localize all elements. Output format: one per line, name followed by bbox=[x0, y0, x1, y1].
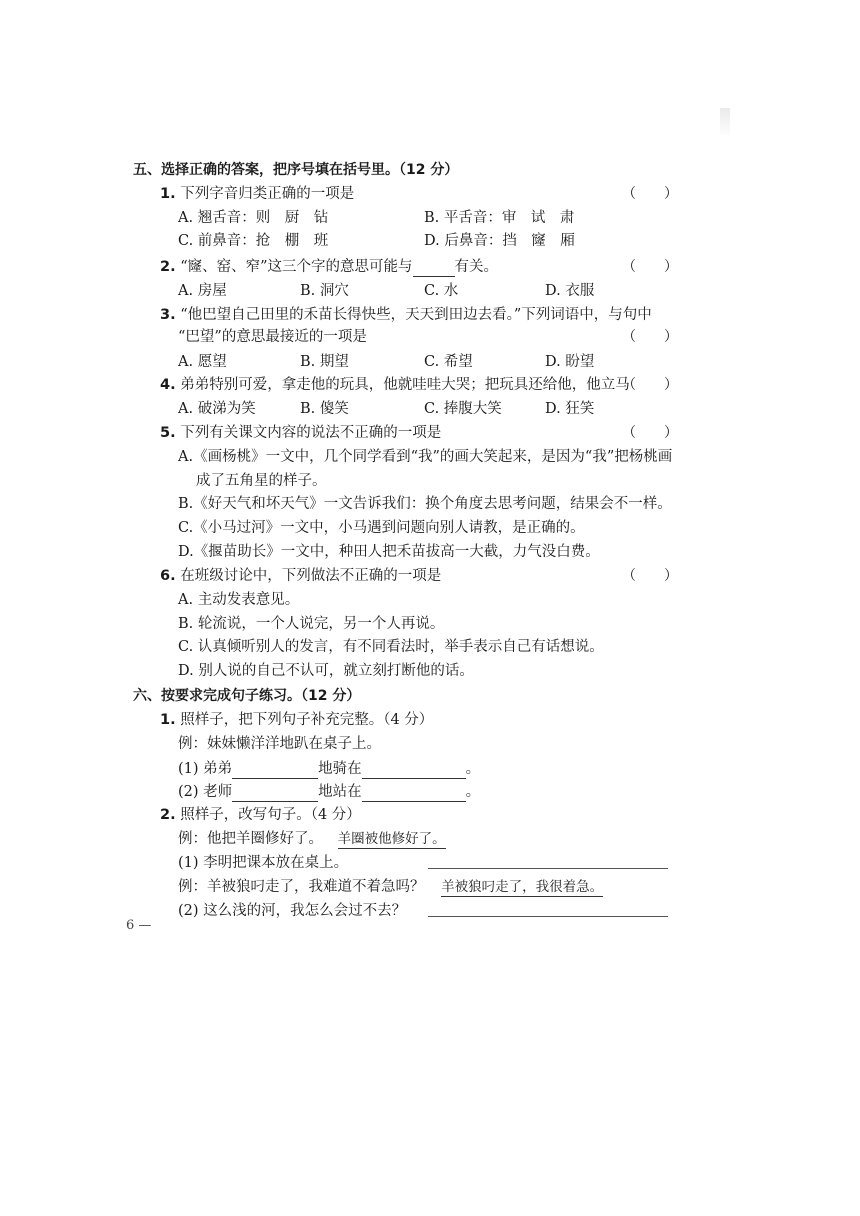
s6q2-ex2-sentence: 例：羊被狼叼走了，我难道不着急吗？ bbox=[178, 879, 425, 895]
q2-number: 2. bbox=[160, 259, 176, 275]
q3-number: 3. bbox=[160, 307, 176, 323]
q4-text: 弟弟特别可爱，拿走他的玩具，他就哇哇大哭；把玩具还给他，他立马 bbox=[180, 377, 630, 393]
q1-option-b: B. 平舌音：审 试 肃 bbox=[424, 210, 575, 226]
s6q2-example1 bbox=[178, 829, 446, 849]
q5-stem bbox=[160, 423, 441, 443]
q2-stem bbox=[160, 257, 498, 277]
s6q2-s1-answer-line[interactable] bbox=[428, 868, 668, 869]
q1-option-d: D. 后鼻音：挡 窿 厢 bbox=[424, 233, 575, 249]
q5-option-c: C.《小马过河》一文中，小马遇到问题向别人请教，是正确的。 bbox=[178, 520, 585, 536]
q5-option-a-line1: A.《画杨桃》一文中，几个同学看到“我”的画大笑起来，是因为“我”把杨桃画 bbox=[178, 449, 673, 465]
q3-text-1: “他巴望自己田里的禾苗长得快些，天天到田边去看。”下列词语中，与句中 bbox=[180, 307, 652, 323]
s6q2-sentence2: (2) 这么浅的河，我怎么会过不去？ bbox=[178, 903, 407, 919]
q1-stem bbox=[160, 184, 354, 204]
q4-answer-parens[interactable]: （ ） bbox=[622, 377, 678, 393]
page-number: 6 — bbox=[126, 918, 152, 933]
q6-text: 在班级讨论中，下列做法不正确的一项是 bbox=[180, 568, 442, 584]
q5-option-b: B.《好天气和坏天气》一文告诉我们：换个角度去思考问题，结果会不一样。 bbox=[178, 496, 672, 512]
s6q1-sentence2 bbox=[178, 782, 480, 802]
q2-answer-parens[interactable]: （ ） bbox=[622, 259, 678, 275]
s6q2-text: 照样子，改写句子。（4 分） bbox=[180, 807, 361, 823]
s6q1-sentence1 bbox=[178, 759, 480, 779]
q3-option-d: D. 盼望 bbox=[545, 354, 595, 370]
q3-stem-line1 bbox=[160, 305, 652, 325]
q1-answer-parens[interactable]: （ ） bbox=[622, 186, 678, 202]
q2-option-d: D. 衣服 bbox=[545, 283, 595, 299]
s6q2-ex2-answer: 羊被狼叼走了，我很着急。 bbox=[441, 879, 604, 895]
q5-option-a-line2: 成了五角星的样子。 bbox=[196, 473, 327, 489]
s6q1-s1-mid: 地骑在 bbox=[318, 761, 362, 777]
q1-text: 下列字音归类正确的一项是 bbox=[180, 186, 355, 202]
s6q2-s2-answer-line[interactable] bbox=[428, 916, 668, 917]
q3-answer-parens[interactable]: （ ） bbox=[622, 329, 678, 345]
q5-text: 下列有关课文内容的说法不正确的一项是 bbox=[180, 425, 442, 441]
q2-option-c: C. 水 bbox=[424, 283, 459, 299]
q4-number: 4. bbox=[160, 377, 176, 393]
s6q1-s2-mid: 地站在 bbox=[318, 784, 362, 800]
s6q1-s1-end: 。 bbox=[465, 761, 481, 777]
q5-number: 5. bbox=[160, 425, 176, 441]
q3-option-a: A. 愿望 bbox=[178, 354, 227, 370]
q6-option-c: C. 认真倾听别人的发言，有不同看法时，举手表示自己有话想说。 bbox=[178, 639, 604, 655]
q2-option-b: B. 洞穴 bbox=[300, 283, 349, 299]
q4-option-c: C. 捧腹大笑 bbox=[424, 401, 502, 417]
s6q2-sentence1: (1) 李明把课本放在桌上。 bbox=[178, 855, 349, 871]
q6-stem bbox=[160, 566, 441, 586]
q6-number: 6. bbox=[160, 568, 176, 584]
s6q1-example: 例：妹妹懒洋洋地趴在桌子上。 bbox=[178, 736, 381, 752]
q2-option-a: A. 房屋 bbox=[178, 283, 227, 299]
q4-stem bbox=[160, 375, 630, 395]
q3-option-b: B. 期望 bbox=[300, 354, 349, 370]
s6q2-stem bbox=[160, 805, 361, 825]
q2-text-before: “窿、窑、窄”这三个字的意思可能与 bbox=[180, 259, 413, 275]
s6q2-ex1-answer: 羊圈被他修好了。 bbox=[337, 831, 446, 847]
section5-title: 五、选择正确的答案，把序号填在括号里。（12 分） bbox=[133, 162, 459, 178]
s6q2-example2 bbox=[178, 877, 603, 897]
s6q1-s2-blank1[interactable] bbox=[232, 785, 318, 802]
s6q1-s1-lead: (1) 弟弟 bbox=[178, 761, 233, 777]
s6q2-number: 2. bbox=[160, 807, 176, 823]
q1-number: 1. bbox=[160, 186, 176, 202]
q1-option-a: A. 翘舌音：则 厨 钻 bbox=[178, 210, 329, 226]
s6q1-number: 1. bbox=[160, 712, 176, 728]
q3-option-c: C. 希望 bbox=[424, 354, 473, 370]
s6q1-s1-blank2[interactable] bbox=[362, 762, 466, 779]
q6-answer-parens[interactable]: （ ） bbox=[622, 568, 678, 584]
q2-text-after: 有关。 bbox=[454, 259, 499, 275]
s6q2-ex1-sentence: 例：他把羊圈修好了。 bbox=[178, 831, 323, 847]
q2-blank[interactable] bbox=[413, 260, 455, 277]
q4-option-b: B. 傻笑 bbox=[300, 401, 349, 417]
s6q1-stem bbox=[160, 710, 433, 730]
s6q1-s2-blank2[interactable] bbox=[362, 785, 466, 802]
scan-edge-shadow bbox=[720, 108, 730, 138]
s6q1-s1-blank1[interactable] bbox=[232, 762, 318, 779]
s6q1-s2-end: 。 bbox=[465, 784, 481, 800]
q5-answer-parens[interactable]: （ ） bbox=[622, 425, 678, 441]
q5-option-d: D.《揠苗助长》一文中，种田人把禾苗拔高一大截，力气没白费。 bbox=[178, 544, 600, 560]
section6-title: 六、按要求完成句子练习。（12 分） bbox=[133, 688, 361, 704]
q1-option-c: C. 前鼻音：抢 棚 班 bbox=[178, 233, 329, 249]
q6-option-a: A. 主动发表意见。 bbox=[178, 592, 300, 608]
q6-option-b: B. 轮流说，一个人说完，另一个人再说。 bbox=[178, 616, 445, 632]
s6q1-s2-lead: (2) 老师 bbox=[178, 784, 233, 800]
q4-option-a: A. 破涕为笑 bbox=[178, 401, 256, 417]
s6q1-text: 照样子，把下列句子补充完整。（4 分） bbox=[180, 712, 434, 728]
q6-option-d: D. 别人说的自己不认可，就立刻打断他的话。 bbox=[178, 663, 474, 679]
q4-option-d: D. 狂笑 bbox=[545, 401, 595, 417]
q3-stem-line2: “巴望”的意思最接近的一项是 bbox=[178, 329, 367, 345]
